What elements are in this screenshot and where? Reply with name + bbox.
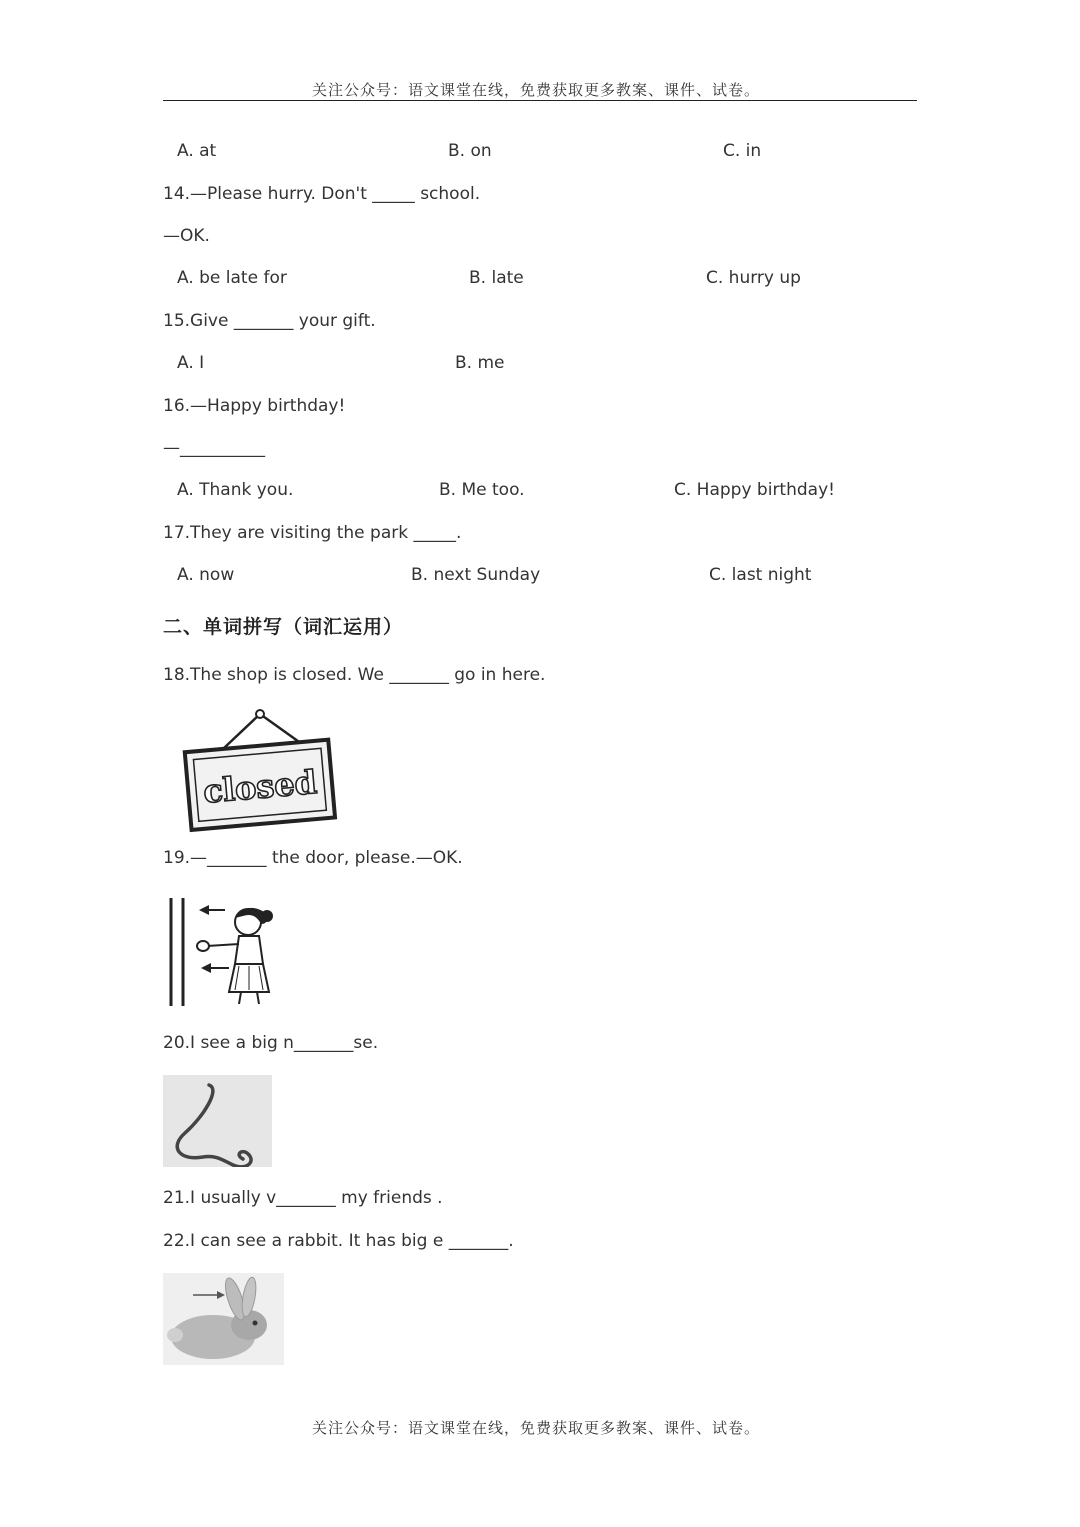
q15-stem: 15.Give _______ your gift. xyxy=(163,311,376,331)
girl-pushing-door-icon xyxy=(163,894,288,1008)
q16-option-b: B. Me too. xyxy=(439,480,525,500)
q17-stem: 17.They are visiting the park _____. xyxy=(163,523,462,543)
q14-reply: —OK. xyxy=(163,226,210,246)
q15-option-a: A. I xyxy=(177,353,205,373)
q17-option-c: C. last night xyxy=(709,565,812,585)
q20-stem: 20.I see a big n_______se. xyxy=(163,1033,379,1053)
q14-option-a: A. be late for xyxy=(177,268,287,288)
q13-option-b: B. on xyxy=(448,141,492,161)
q17-option-b: B. next Sunday xyxy=(411,565,541,585)
q14-stem: 14.—Please hurry. Don't _____ school. xyxy=(163,184,481,204)
section-2-title: 二、单词拼写（词汇运用） xyxy=(163,616,404,638)
rabbit-icon xyxy=(163,1273,284,1365)
q17-option-a: A. now xyxy=(177,565,235,585)
q13-option-a: A. at xyxy=(177,141,217,161)
page-footer: 关注公众号：语文课堂在线，免费获取更多教案、课件、试卷。 xyxy=(312,1419,761,1437)
q14-option-c: C. hurry up xyxy=(706,268,801,288)
closed-sign-icon xyxy=(178,706,338,834)
page-header: 关注公众号：语文课堂在线，免费获取更多教案、课件、试卷。 xyxy=(312,81,761,99)
nose-icon xyxy=(163,1075,272,1167)
q16-reply: —__________ xyxy=(163,438,265,458)
q13-option-c: C. in xyxy=(723,141,762,161)
q22-stem: 22.I can see a rabbit. It has big e _______. xyxy=(163,1231,514,1251)
q16-stem: 16.—Happy birthday! xyxy=(163,396,346,416)
q15-option-b: B. me xyxy=(455,353,505,373)
q18-stem: 18.The shop is closed. We _______ go in here. xyxy=(163,665,546,685)
q14-option-b: B. late xyxy=(469,268,524,288)
q21-stem: 21.I usually v_______ my friends . xyxy=(163,1188,443,1208)
q16-option-c: C. Happy birthday! xyxy=(674,480,835,500)
q16-option-a: A. Thank you. xyxy=(177,480,294,500)
closed-sign-text: closed xyxy=(201,762,319,811)
header-divider xyxy=(163,100,917,101)
q19-stem: 19.—_______ the door, please.—OK. xyxy=(163,848,463,868)
